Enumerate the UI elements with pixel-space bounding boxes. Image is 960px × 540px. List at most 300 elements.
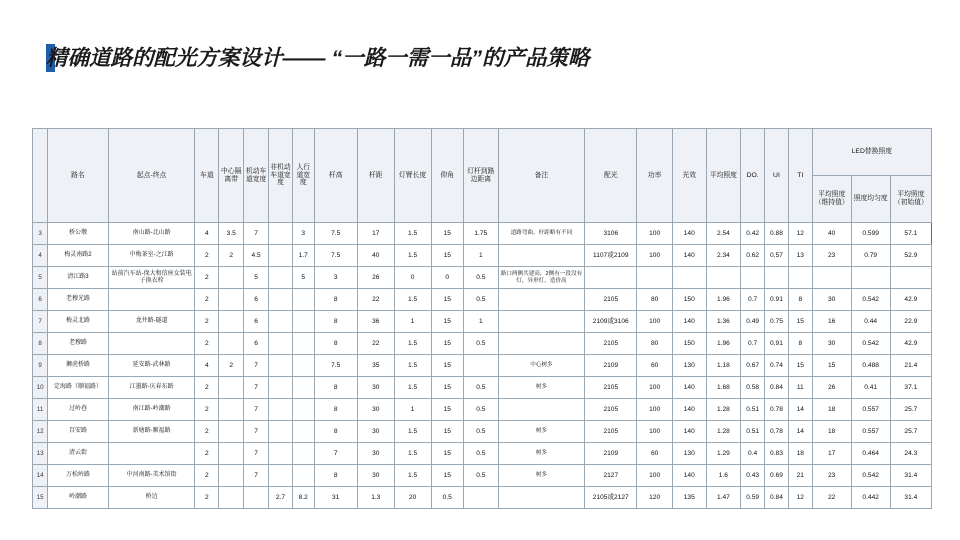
cell-ti: 8 <box>788 333 812 355</box>
cell-do: 0.51 <box>741 421 765 443</box>
header-sidewalk-width: 人行道宽度 <box>292 129 314 223</box>
cell-start-end: 桥边 <box>108 487 195 509</box>
cell-nonmotor-width <box>269 377 293 399</box>
cell-remark: 树多 <box>498 443 585 465</box>
cell-tilt-angle: 15 <box>431 333 463 355</box>
cell-lanes: 4 <box>195 223 219 245</box>
cell-remark: 树多 <box>498 465 585 487</box>
row-index: 3 <box>33 223 48 245</box>
cell-light-distribution: 2105 <box>585 399 637 421</box>
cell-lanes: 2 <box>195 421 219 443</box>
table-row <box>33 223 932 245</box>
cell-ti: 18 <box>788 443 812 465</box>
header-power: 功率 <box>637 129 673 223</box>
cell-start-end: 新塘路-顺福路 <box>108 421 195 443</box>
cell-remark: 树多 <box>498 377 585 399</box>
header-lanes: 车道 <box>195 129 219 223</box>
cell-lanes: 2 <box>195 487 219 509</box>
row-index: 4 <box>33 245 48 267</box>
cell-led-maintained: 40 <box>812 223 851 245</box>
cell-median <box>219 399 244 421</box>
cell-pole-spacing: 26 <box>357 267 394 289</box>
cell-sidewalk-width <box>292 465 314 487</box>
cell-efficacy: 140 <box>673 223 707 245</box>
cell-led-initial: 25.7 <box>890 421 931 443</box>
cell-nonmotor-width <box>269 289 293 311</box>
cell-do: 0.7 <box>741 333 765 355</box>
cell-pole-height: 7 <box>314 443 357 465</box>
cell-efficacy: 140 <box>673 377 707 399</box>
cell-pole-to-edge: 0.5 <box>463 399 498 421</box>
cell-efficacy: 140 <box>673 465 707 487</box>
cell-ui: 0.83 <box>765 443 789 465</box>
cell-road-name: 定海路（顺福路） <box>48 377 109 399</box>
cell-avg-illuminance: 1.28 <box>706 399 741 421</box>
cell-led-maintained: 16 <box>812 311 851 333</box>
cell-tilt-angle: 15 <box>431 399 463 421</box>
cell-sidewalk-width <box>292 443 314 465</box>
cell-remark <box>498 311 585 333</box>
cell-led-uniformity: 0.464 <box>851 443 890 465</box>
row-index: 6 <box>33 289 48 311</box>
cell-median <box>219 311 244 333</box>
cell-pole-height: 7.5 <box>314 223 357 245</box>
cell-start-end: 站前汽车站-保大和信座女装电子换衣栓 <box>108 267 195 289</box>
cell-start-end: 龙井路-隧道 <box>108 311 195 333</box>
cell-ti: 13 <box>788 245 812 267</box>
cell-led-uniformity: 0.442 <box>851 487 890 509</box>
cell-do: 0.59 <box>741 487 765 509</box>
header-row <box>33 129 932 176</box>
cell-tilt-angle: 0.5 <box>431 487 463 509</box>
row-index: 7 <box>33 311 48 333</box>
cell-power: 60 <box>637 355 673 377</box>
cell-lanes: 2 <box>195 377 219 399</box>
cell-efficacy: 130 <box>673 443 707 465</box>
cell-pole-spacing: 40 <box>357 245 394 267</box>
table-head <box>33 129 932 223</box>
cell-ti: 14 <box>788 421 812 443</box>
cell-power: 100 <box>637 223 673 245</box>
cell-led-uniformity: 0.542 <box>851 465 890 487</box>
header-ti: TI <box>788 129 812 223</box>
cell-do: 0.58 <box>741 377 765 399</box>
cell-pole-to-edge: 1 <box>463 311 498 333</box>
cell-road-name: 梅灵南路2 <box>48 245 109 267</box>
cell-pole-spacing: 36 <box>357 311 394 333</box>
cell-pole-height: 8 <box>314 289 357 311</box>
cell-arm-length: 1.5 <box>394 443 431 465</box>
cell-pole-to-edge: 0.5 <box>463 465 498 487</box>
cell-led-uniformity: 0.557 <box>851 421 890 443</box>
cell-sidewalk-width <box>292 377 314 399</box>
cell-median <box>219 333 244 355</box>
cell-avg-illuminance: 1.96 <box>706 333 741 355</box>
header-led-initial: 平均照度（初始值） <box>890 176 931 223</box>
header-arm-length: 灯臂长度 <box>394 129 431 223</box>
cell-road-name: 过岭巷 <box>48 399 109 421</box>
cell-sidewalk-width <box>292 289 314 311</box>
cell-pole-to-edge <box>463 355 498 377</box>
cell-pole-spacing: 17 <box>357 223 394 245</box>
cell-pole-to-edge: 0.5 <box>463 421 498 443</box>
cell-pole-spacing: 22 <box>357 333 394 355</box>
cell-remark: 树多 <box>498 421 585 443</box>
cell-road-name: 桥公墩 <box>48 223 109 245</box>
cell-avg-illuminance: 1.28 <box>706 421 741 443</box>
cell-remark: 道路弯曲，杆距略有不同 <box>498 223 585 245</box>
cell-led-maintained: 23 <box>812 245 851 267</box>
cell-led-initial: 42.9 <box>890 289 931 311</box>
cell-led-maintained: 15 <box>812 355 851 377</box>
cell-led-maintained: 26 <box>812 377 851 399</box>
cell-motor-width: 5 <box>244 267 269 289</box>
header-pole-spacing: 杆距 <box>357 129 394 223</box>
cell-road-name: 万松岭路 <box>48 465 109 487</box>
row-index: 8 <box>33 333 48 355</box>
cell-efficacy <box>673 267 707 289</box>
cell-led-initial: 42.9 <box>890 333 931 355</box>
cell-avg-illuminance: 1.36 <box>706 311 741 333</box>
header-median: 中心隔离带 <box>219 129 244 223</box>
table-row <box>33 487 932 509</box>
cell-led-initial: 37.1 <box>890 377 931 399</box>
cell-road-name: 梅灵北路 <box>48 311 109 333</box>
cell-avg-illuminance: 2.54 <box>706 223 741 245</box>
road-lighting-table <box>32 128 932 509</box>
cell-tilt-angle: 15 <box>431 223 463 245</box>
cell-sidewalk-width <box>292 355 314 377</box>
page-title: 精确道路的配光方案设计—— “一路一需一品”的产品策略 <box>46 46 590 70</box>
cell-power: 100 <box>637 311 673 333</box>
cell-nonmotor-width <box>269 399 293 421</box>
cell-tilt-angle: 15 <box>431 311 463 333</box>
header-avg-illuminance: 平均照度 <box>706 129 741 223</box>
cell-lanes: 4 <box>195 355 219 377</box>
row-index: 12 <box>33 421 48 443</box>
cell-tilt-angle: 15 <box>431 465 463 487</box>
cell-pole-to-edge: 1 <box>463 245 498 267</box>
cell-efficacy: 140 <box>673 421 707 443</box>
cell-start-end: 南江路-岭潮路 <box>108 399 195 421</box>
cell-sidewalk-width: 8.2 <box>292 487 314 509</box>
cell-sidewalk-width <box>292 399 314 421</box>
cell-ui: 0.75 <box>765 311 789 333</box>
cell-led-initial: 25.7 <box>890 399 931 421</box>
cell-arm-length: 20 <box>394 487 431 509</box>
cell-ui: 0.74 <box>765 355 789 377</box>
cell-led-maintained: 23 <box>812 465 851 487</box>
cell-ti: 12 <box>788 223 812 245</box>
cell-nonmotor-width <box>269 355 293 377</box>
cell-remark: 中心树多 <box>498 355 585 377</box>
cell-pole-height: 31 <box>314 487 357 509</box>
cell-do: 0.42 <box>741 223 765 245</box>
cell-pole-height: 8 <box>314 399 357 421</box>
cell-led-uniformity <box>851 267 890 289</box>
cell-led-initial <box>890 267 931 289</box>
cell-pole-spacing: 30 <box>357 421 394 443</box>
cell-start-end: 江墨路-庆春东路 <box>108 377 195 399</box>
cell-pole-to-edge: 0.5 <box>463 443 498 465</box>
header-road-name: 路名 <box>48 129 109 223</box>
header-led-maintained: 平均照度（维持值） <box>812 176 851 223</box>
cell-light-distribution <box>585 267 637 289</box>
cell-road-name: 岭潮路 <box>48 487 109 509</box>
cell-pole-height: 8 <box>314 465 357 487</box>
cell-do: 0.4 <box>741 443 765 465</box>
cell-sidewalk-width <box>292 311 314 333</box>
cell-lanes: 2 <box>195 465 219 487</box>
cell-do: 0.43 <box>741 465 765 487</box>
table-row <box>33 333 932 355</box>
cell-median: 2 <box>219 245 244 267</box>
cell-pole-height: 3 <box>314 267 357 289</box>
cell-ti: 15 <box>788 355 812 377</box>
cell-ui <box>765 267 789 289</box>
cell-tilt-angle: 0 <box>431 267 463 289</box>
cell-avg-illuminance: 1.96 <box>706 289 741 311</box>
cell-power: 100 <box>637 465 673 487</box>
cell-avg-illuminance: 1.18 <box>706 355 741 377</box>
cell-efficacy: 150 <box>673 333 707 355</box>
cell-road-name: 老穆光路 <box>48 289 109 311</box>
cell-lanes: 2 <box>195 399 219 421</box>
cell-road-name: 百安路 <box>48 421 109 443</box>
cell-median <box>219 289 244 311</box>
cell-motor-width: 7 <box>244 223 269 245</box>
header-tilt-angle: 仰角 <box>431 129 463 223</box>
cell-led-uniformity: 0.557 <box>851 399 890 421</box>
cell-power: 60 <box>637 443 673 465</box>
header-ui: UI <box>765 129 789 223</box>
cell-nonmotor-width <box>269 333 293 355</box>
cell-arm-length: 1.5 <box>394 377 431 399</box>
table-row <box>33 377 932 399</box>
cell-sidewalk-width: 1.7 <box>292 245 314 267</box>
cell-road-name: 清江路3 <box>48 267 109 289</box>
row-index: 15 <box>33 487 48 509</box>
cell-led-initial: 31.4 <box>890 487 931 509</box>
cell-start-end <box>108 289 195 311</box>
cell-nonmotor-width <box>269 245 293 267</box>
header-motor-lane-width: 机动车道宽度 <box>244 129 269 223</box>
cell-ui: 0.91 <box>765 289 789 311</box>
cell-ti <box>788 267 812 289</box>
cell-avg-illuminance: 2.34 <box>706 245 741 267</box>
cell-pole-spacing: 35 <box>357 355 394 377</box>
cell-pole-spacing: 22 <box>357 289 394 311</box>
cell-motor-width: 7 <box>244 399 269 421</box>
cell-avg-illuminance <box>706 267 741 289</box>
cell-pole-to-edge: 0.5 <box>463 289 498 311</box>
cell-remark <box>498 487 585 509</box>
cell-nonmotor-width <box>269 443 293 465</box>
cell-arm-length: 1.5 <box>394 289 431 311</box>
cell-arm-length: 1.5 <box>394 223 431 245</box>
cell-led-initial: 52.9 <box>890 245 931 267</box>
cell-ui: 0.84 <box>765 487 789 509</box>
cell-remark <box>498 289 585 311</box>
cell-led-maintained: 22 <box>812 487 851 509</box>
cell-start-end: 南山路-北山路 <box>108 223 195 245</box>
cell-nonmotor-width <box>269 465 293 487</box>
header-efficacy: 光效 <box>673 129 707 223</box>
cell-tilt-angle: 15 <box>431 377 463 399</box>
cell-nonmotor-width <box>269 267 293 289</box>
cell-efficacy: 140 <box>673 311 707 333</box>
cell-median <box>219 267 244 289</box>
cell-nonmotor-width <box>269 421 293 443</box>
cell-tilt-angle: 15 <box>431 245 463 267</box>
cell-remark <box>498 333 585 355</box>
cell-power: 80 <box>637 289 673 311</box>
cell-pole-to-edge <box>463 487 498 509</box>
header-nonmotor-lane-width: 非机动车道宽度 <box>269 129 293 223</box>
cell-lanes: 2 <box>195 333 219 355</box>
cell-ui: 0.57 <box>765 245 789 267</box>
cell-avg-illuminance: 1.6 <box>706 465 741 487</box>
cell-median <box>219 465 244 487</box>
cell-pole-to-edge: 0.5 <box>463 333 498 355</box>
cell-remark <box>498 245 585 267</box>
cell-sidewalk-width: 3 <box>292 223 314 245</box>
cell-pole-height: 8 <box>314 377 357 399</box>
cell-pole-to-edge: 1.75 <box>463 223 498 245</box>
cell-motor-width: 7 <box>244 465 269 487</box>
cell-light-distribution: 2105 <box>585 289 637 311</box>
cell-motor-width: 7 <box>244 355 269 377</box>
cell-power: 100 <box>637 377 673 399</box>
cell-remark: 路口两侧共建高，2侧有一段没有灯，异形灯，造价高 <box>498 267 585 289</box>
cell-light-distribution: 3106 <box>585 223 637 245</box>
cell-ui: 0.84 <box>765 377 789 399</box>
cell-led-initial: 57.1 <box>890 223 931 245</box>
cell-motor-width: 4.5 <box>244 245 269 267</box>
row-index: 9 <box>33 355 48 377</box>
cell-light-distribution: 2105 <box>585 421 637 443</box>
cell-led-maintained: 17 <box>812 443 851 465</box>
cell-sidewalk-width <box>292 421 314 443</box>
cell-led-initial: 31.4 <box>890 465 931 487</box>
cell-pole-spacing: 30 <box>357 377 394 399</box>
cell-pole-spacing: 30 <box>357 399 394 421</box>
cell-motor-width: 6 <box>244 333 269 355</box>
cell-median <box>219 487 244 509</box>
cell-road-name: 清云街 <box>48 443 109 465</box>
cell-power: 120 <box>637 487 673 509</box>
cell-ui: 0.91 <box>765 333 789 355</box>
row-index: 13 <box>33 443 48 465</box>
cell-tilt-angle: 15 <box>431 443 463 465</box>
cell-road-name: 老穆路 <box>48 333 109 355</box>
cell-pole-spacing: 1.3 <box>357 487 394 509</box>
cell-sidewalk-width <box>292 333 314 355</box>
cell-nonmotor-width <box>269 311 293 333</box>
header-index <box>33 129 48 223</box>
table-row <box>33 465 932 487</box>
cell-pole-spacing: 30 <box>357 465 394 487</box>
cell-do: 0.7 <box>741 289 765 311</box>
cell-led-uniformity: 0.542 <box>851 333 890 355</box>
cell-lanes: 2 <box>195 289 219 311</box>
cell-efficacy: 150 <box>673 289 707 311</box>
cell-avg-illuminance: 1.47 <box>706 487 741 509</box>
cell-led-maintained <box>812 267 851 289</box>
cell-start-end <box>108 443 195 465</box>
cell-ti: 15 <box>788 311 812 333</box>
cell-light-distribution: 2109或3106 <box>585 311 637 333</box>
cell-motor-width: 7 <box>244 377 269 399</box>
cell-led-maintained: 18 <box>812 421 851 443</box>
cell-led-uniformity: 0.542 <box>851 289 890 311</box>
cell-road-name: 狮虎桥路 <box>48 355 109 377</box>
cell-pole-to-edge: 0.5 <box>463 377 498 399</box>
table-row <box>33 289 932 311</box>
cell-ui: 0.78 <box>765 399 789 421</box>
cell-light-distribution: 1107或2109 <box>585 245 637 267</box>
cell-arm-length: 1 <box>394 399 431 421</box>
cell-ti: 21 <box>788 465 812 487</box>
cell-do: 0.51 <box>741 399 765 421</box>
table-row <box>33 311 932 333</box>
cell-led-uniformity: 0.44 <box>851 311 890 333</box>
cell-ui: 0.69 <box>765 465 789 487</box>
table-row <box>33 355 932 377</box>
cell-median <box>219 377 244 399</box>
header-do: DO. <box>741 129 765 223</box>
cell-pole-height: 8 <box>314 333 357 355</box>
cell-arm-length: 1.5 <box>394 333 431 355</box>
header-light-distribution: 配光 <box>585 129 637 223</box>
header-led-uniformity: 照度均匀度 <box>851 176 890 223</box>
table-body <box>33 223 932 509</box>
row-index: 10 <box>33 377 48 399</box>
cell-median: 2 <box>219 355 244 377</box>
cell-median <box>219 421 244 443</box>
cell-tilt-angle: 15 <box>431 355 463 377</box>
cell-efficacy: 130 <box>673 355 707 377</box>
cell-power: 100 <box>637 421 673 443</box>
header-pole-height: 杆高 <box>314 129 357 223</box>
table-row <box>33 421 932 443</box>
cell-ti: 11 <box>788 377 812 399</box>
cell-light-distribution: 2109 <box>585 355 637 377</box>
cell-led-uniformity: 0.599 <box>851 223 890 245</box>
cell-remark <box>498 399 585 421</box>
cell-tilt-angle: 15 <box>431 421 463 443</box>
cell-arm-length: 1 <box>394 311 431 333</box>
cell-pole-height: 8 <box>314 311 357 333</box>
header-start-end: 起点-终点 <box>108 129 195 223</box>
cell-led-maintained: 30 <box>812 333 851 355</box>
cell-led-maintained: 18 <box>812 399 851 421</box>
cell-arm-length: 1.5 <box>394 245 431 267</box>
row-index: 5 <box>33 267 48 289</box>
cell-light-distribution: 2127 <box>585 465 637 487</box>
cell-light-distribution: 2109 <box>585 443 637 465</box>
table-row <box>33 245 932 267</box>
cell-led-uniformity: 0.488 <box>851 355 890 377</box>
cell-tilt-angle: 15 <box>431 289 463 311</box>
cell-do <box>741 267 765 289</box>
cell-lanes: 2 <box>195 245 219 267</box>
cell-start-end: 中梅茶室-之江路 <box>108 245 195 267</box>
cell-light-distribution: 2105 <box>585 333 637 355</box>
cell-do: 0.49 <box>741 311 765 333</box>
cell-led-initial: 21.4 <box>890 355 931 377</box>
cell-ti: 8 <box>788 289 812 311</box>
